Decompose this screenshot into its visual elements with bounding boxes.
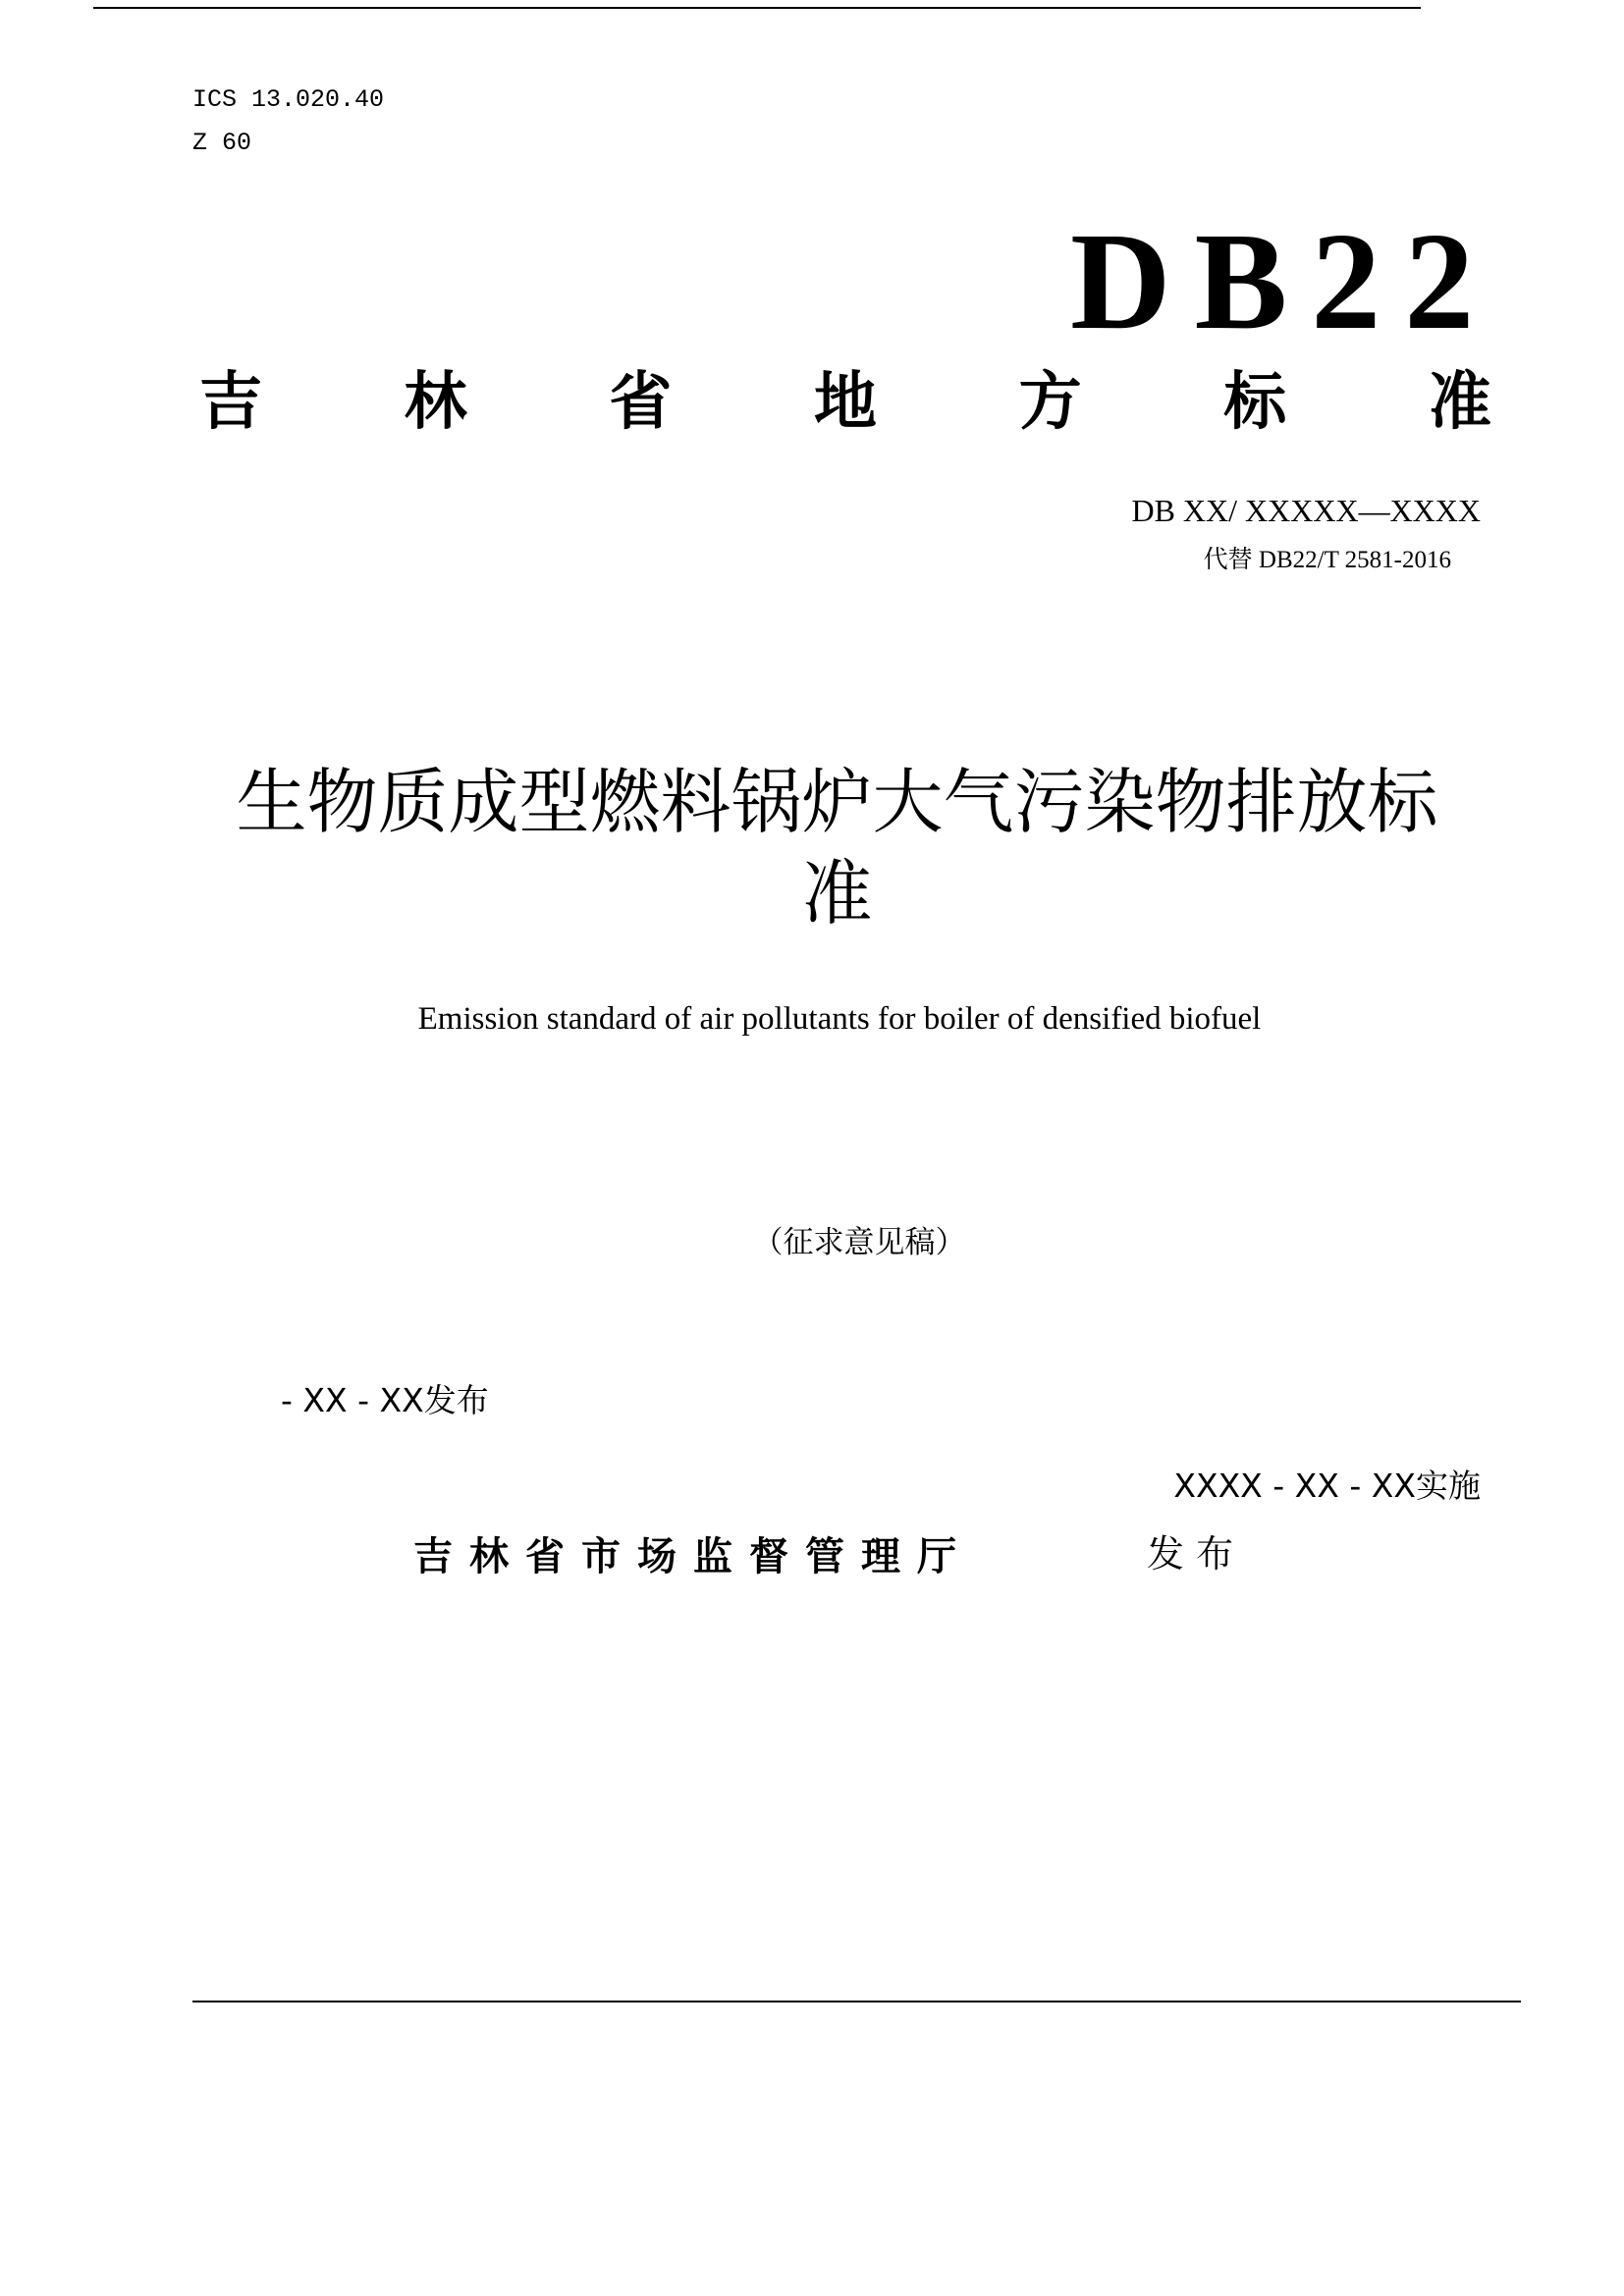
bottom-rule xyxy=(192,2001,1521,2002)
standard-code-logo: DB22 xyxy=(1070,203,1498,358)
title-line-1: 生物质成型燃料锅炉大气污染物排放标 xyxy=(236,761,1438,843)
doc-type-char: 地 xyxy=(813,366,877,439)
doc-type-char: 准 xyxy=(1428,366,1491,439)
issue-date: - XX - XX发布 xyxy=(281,1381,489,1419)
document-title xyxy=(232,757,1442,939)
top-rule xyxy=(93,7,1421,9)
doc-type-char: 林 xyxy=(404,366,467,439)
classification-code: Z 60 xyxy=(192,129,252,157)
standard-number: DB XX/ XXXXX—XXXX xyxy=(1131,493,1481,528)
replaces-note: 代替 DB22/T 2581-2016 xyxy=(1203,547,1451,573)
title-line-2: 准 xyxy=(801,852,873,934)
issue-label: 发 布 xyxy=(1147,1532,1234,1575)
implementation-date: XXXX - XX - XX实施 xyxy=(1173,1467,1481,1505)
issuing-authority: 吉林省市场监督管理厅 xyxy=(413,1534,973,1579)
ics-code: ICS 13.020.40 xyxy=(192,85,385,114)
doc-type-char: 省 xyxy=(609,366,673,439)
english-title: Emission standard of air pollutants for boiler of densified biofuel xyxy=(417,1001,1262,1037)
doc-type-char: 方 xyxy=(1018,366,1082,439)
draft-status: （征求意见稿） xyxy=(752,1225,966,1260)
document-type-heading xyxy=(199,366,1491,439)
doc-type-char: 吉 xyxy=(199,366,262,439)
doc-type-char: 标 xyxy=(1223,366,1287,439)
